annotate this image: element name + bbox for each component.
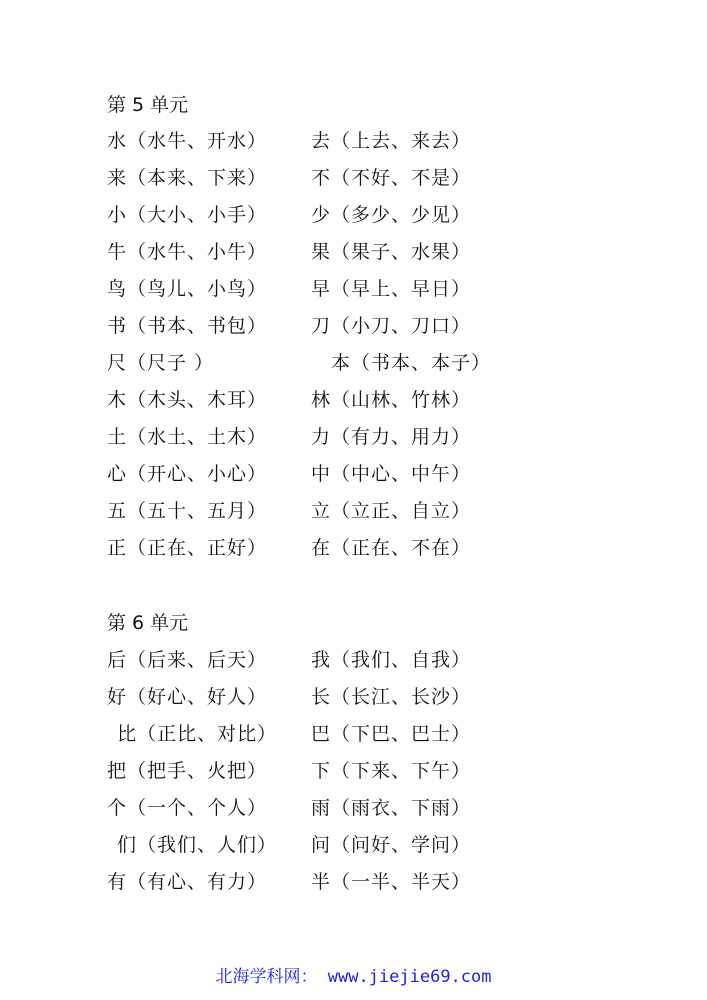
table-row: [107, 350, 667, 376]
table-row: [107, 461, 667, 487]
table-row: [107, 239, 667, 265]
word-entry-right: 长（长江、长沙）: [311, 686, 472, 708]
word-entry-right: 下（下来、下午）: [311, 760, 472, 782]
word-entry-left: 们（我们、人们）: [117, 834, 278, 856]
word-entry-left: 牛（水牛、小牛）: [107, 241, 268, 263]
table-row: [107, 535, 667, 561]
table-row: [107, 165, 667, 191]
table-row: [107, 387, 667, 413]
word-entry-left: 小（大小、小手）: [107, 204, 268, 226]
word-entry-left: 好（好心、好人）: [107, 686, 268, 708]
table-row: [107, 128, 667, 154]
word-entry-right: 半（一半、半天）: [311, 871, 472, 893]
word-entry-right: 雨（雨衣、下雨）: [311, 797, 472, 819]
word-entry-left: 来（本来、下来）: [107, 167, 268, 189]
word-entry-right: 本（书本、本子）: [331, 352, 492, 374]
table-row: [107, 721, 667, 747]
unit-5-title: 第 5 单元: [107, 94, 189, 116]
word-entry-right: 果（果子、水果）: [311, 241, 472, 263]
word-entry-right: 刀（小刀、刀口）: [311, 315, 472, 337]
word-entry-right: 中（中心、中午）: [311, 463, 472, 485]
word-entry-left: 木（木头、木耳）: [107, 389, 268, 411]
table-row: [107, 832, 667, 858]
table-row: [107, 313, 667, 339]
word-entry-left: 鸟（鸟儿、小鸟）: [107, 278, 268, 300]
word-entry-right: 力（有力、用力）: [311, 426, 472, 448]
word-entry-right: 问（问好、学问）: [311, 834, 472, 856]
footer-site-link[interactable]: 北海学科网： www.jiejie69.com: [215, 967, 492, 987]
word-entry-left: 后（后来、后天）: [107, 649, 268, 671]
word-entry-right: 不（不好、不是）: [311, 167, 472, 189]
word-entry-left: 个（一个、个人）: [107, 797, 268, 819]
word-entry-left: 心（开心、小心）: [107, 463, 268, 485]
table-row: [107, 498, 667, 524]
word-entry-left: 土（水土、土木）: [107, 426, 268, 448]
word-entry-right: 立（立正、自立）: [311, 500, 472, 522]
word-entry-left: 有（有心、有力）: [107, 871, 268, 893]
table-row: [107, 869, 667, 895]
word-entry-left: 五（五十、五月）: [107, 500, 268, 522]
table-row: [107, 684, 667, 710]
word-entry-right: 去（上去、来去）: [311, 130, 472, 152]
unit-6-title: 第 6 单元: [107, 612, 189, 634]
table-row: [107, 202, 667, 228]
word-entry-left: 把（把手、火把）: [107, 760, 268, 782]
table-row: [107, 424, 667, 450]
word-entry-right: 早（早上、早日）: [311, 278, 472, 300]
word-entry-right: 巴（下巴、巴士）: [311, 723, 472, 745]
table-row: [107, 276, 667, 302]
word-entry-left: 尺（尺子 ）: [107, 352, 215, 374]
table-row: [107, 795, 667, 821]
word-entry-right: 我（我们、自我）: [311, 649, 472, 671]
word-entry-left: 比（正比、对比）: [117, 723, 278, 745]
table-row: [107, 647, 667, 673]
word-entry-right: 少（多少、少见）: [311, 204, 472, 226]
word-entry-left: 正（正在、正好）: [107, 537, 268, 559]
word-entry-left: 水（水牛、开水）: [107, 130, 268, 152]
word-entry-left: 书（书本、书包）: [107, 315, 268, 337]
word-entry-right: 林（山林、竹林）: [311, 389, 472, 411]
word-entry-right: 在（正在、不在）: [311, 537, 472, 559]
table-row: [107, 758, 667, 784]
